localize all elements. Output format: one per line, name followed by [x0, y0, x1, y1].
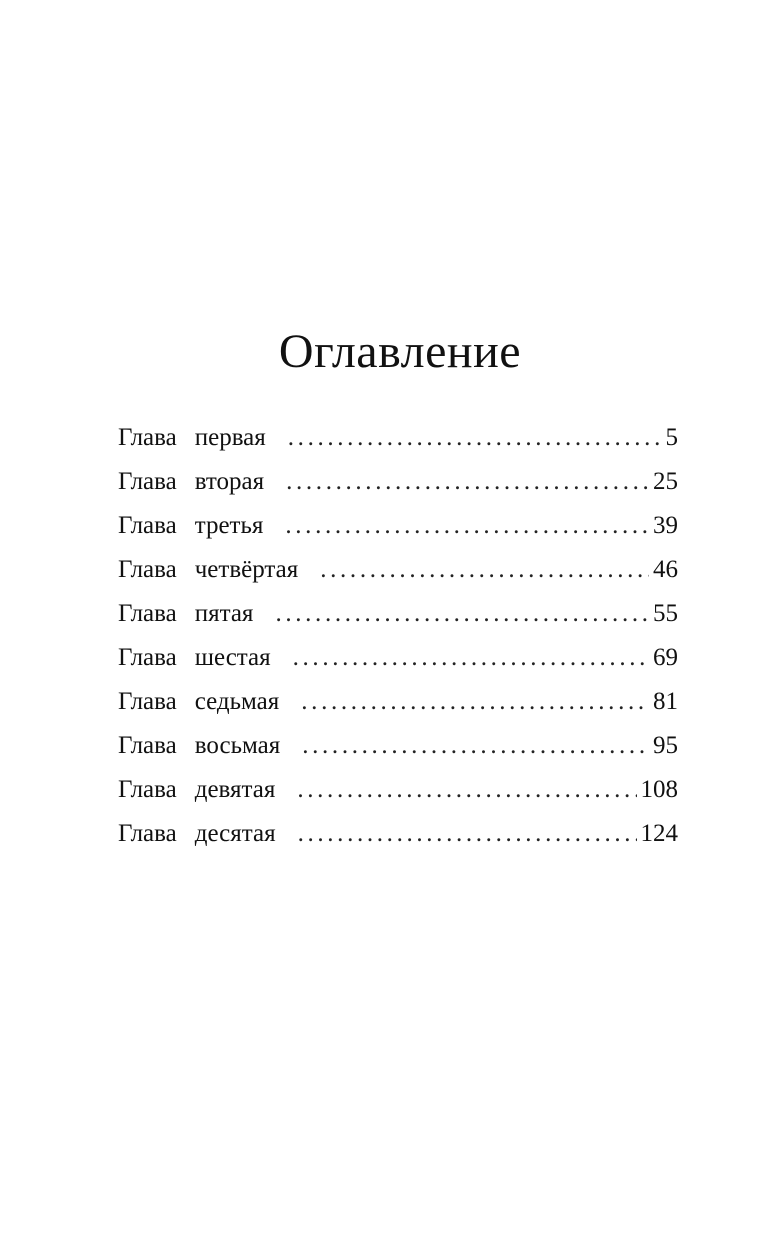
page-number: 69 — [653, 644, 678, 671]
chapter-prefix: Глава — [118, 688, 177, 715]
dot-leader — [286, 464, 649, 500]
chapter-name: вторая — [194, 468, 265, 495]
page-title: Оглавление — [278, 325, 522, 378]
chapter-name: девятая — [194, 776, 276, 803]
chapter-name: седьмая — [194, 688, 280, 715]
chapter-prefix: Глава — [118, 776, 177, 803]
toc-entry-8[interactable] — [118, 728, 678, 772]
dot-leader — [293, 640, 649, 676]
chapter-name: десятая — [194, 820, 276, 847]
dot-leader — [275, 596, 649, 632]
dot-leader — [298, 816, 637, 852]
chapter-name: шестая — [194, 644, 271, 671]
toc-entry-2[interactable] — [118, 464, 678, 508]
page-number: 95 — [653, 732, 678, 759]
chapter-name: пятая — [194, 600, 254, 627]
chapter-name: третья — [194, 512, 264, 539]
dot-leader — [301, 684, 649, 720]
chapter-prefix: Глава — [118, 644, 177, 671]
toc-entry-10[interactable] — [118, 816, 678, 860]
chapter-prefix: Глава — [118, 512, 177, 539]
dot-leader — [288, 420, 662, 456]
page-number: 108 — [640, 776, 678, 803]
page-number: 46 — [653, 556, 678, 583]
table-of-contents — [118, 420, 678, 860]
toc-entry-1[interactable] — [118, 420, 678, 464]
chapter-prefix: Глава — [118, 468, 177, 495]
page-number: 25 — [653, 468, 678, 495]
toc-entry-6[interactable] — [118, 640, 678, 684]
toc-entry-9[interactable] — [118, 772, 678, 816]
dot-leader — [302, 728, 649, 764]
toc-entry-4[interactable] — [118, 552, 678, 596]
chapter-prefix: Глава — [118, 600, 177, 627]
page-number: 5 — [665, 424, 678, 451]
chapter-prefix: Глава — [118, 732, 177, 759]
page-number: 39 — [653, 512, 678, 539]
page-number: 81 — [653, 688, 678, 715]
chapter-prefix: Глава — [118, 820, 177, 847]
dot-leader — [320, 552, 649, 588]
toc-entry-5[interactable] — [118, 596, 678, 640]
dot-leader — [285, 508, 649, 544]
toc-entry-7[interactable] — [118, 684, 678, 728]
toc-entry-3[interactable] — [118, 508, 678, 552]
chapter-name: четвёртая — [194, 556, 299, 583]
chapter-name: первая — [194, 424, 266, 451]
dot-leader — [297, 772, 636, 808]
page-number: 124 — [640, 820, 678, 847]
page-number: 55 — [653, 600, 678, 627]
chapter-prefix: Глава — [118, 556, 177, 583]
chapter-name: восьмая — [194, 732, 281, 759]
chapter-prefix: Глава — [118, 424, 177, 451]
